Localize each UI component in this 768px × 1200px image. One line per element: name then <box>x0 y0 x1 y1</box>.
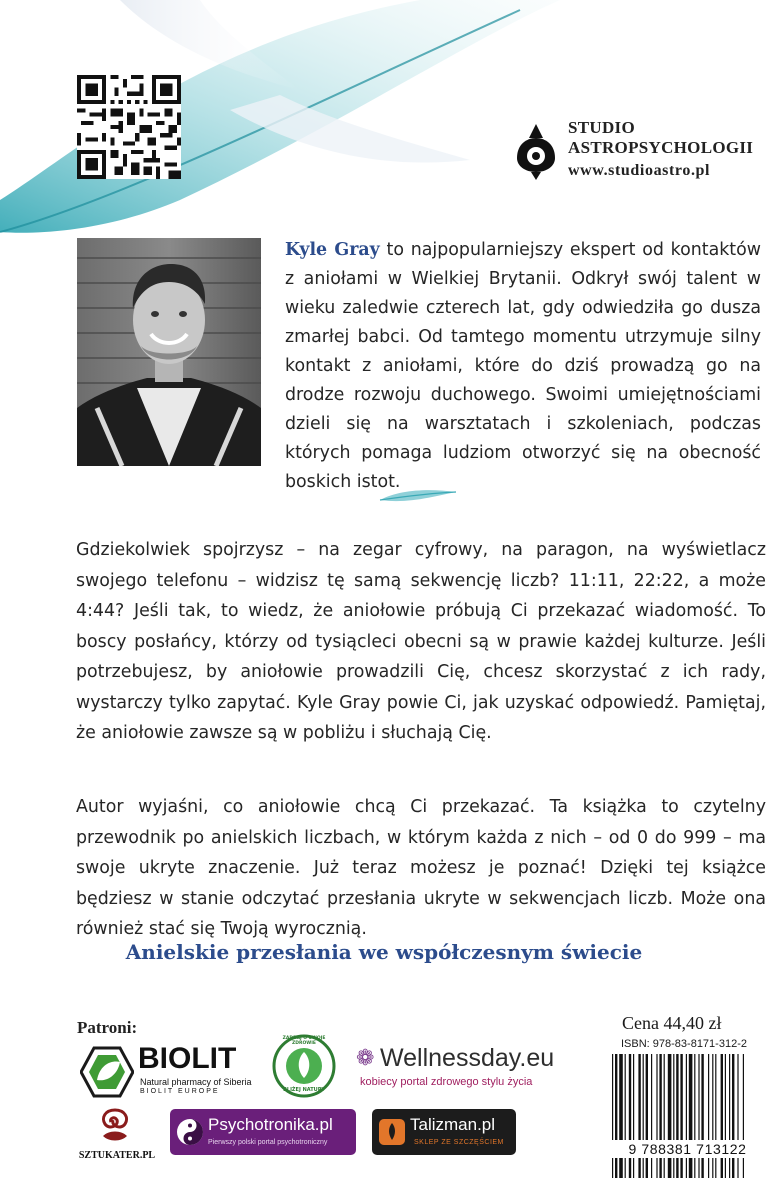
biolit-logo[interactable] <box>80 1042 260 1098</box>
biolit-name: BIOLIT <box>138 1042 237 1075</box>
barcode-bar <box>651 1054 652 1178</box>
barcode <box>610 1054 762 1178</box>
author-photo <box>77 238 261 466</box>
barcode-bar <box>698 1054 699 1178</box>
barcode-bar <box>686 1054 687 1178</box>
barcode-bar <box>715 1054 716 1178</box>
barcode-bar <box>712 1054 713 1178</box>
author-bio <box>285 236 761 497</box>
tagline: Anielskie przesłania we współczesnym świecie <box>125 940 643 964</box>
biolit-sub1: Natural pharmacy of Siberia <box>140 1077 252 1087</box>
barcode-number: 9 788381 713122 <box>610 1140 765 1158</box>
author-name: Kyle Gray <box>285 240 380 260</box>
barcode-bar <box>638 1054 640 1178</box>
price: Cena 44,40 zł <box>622 1013 722 1033</box>
barcode-bar <box>656 1054 657 1178</box>
barcode-bar <box>615 1054 617 1178</box>
description-paragraph-2: Autor wyjaśni, co aniołowie chcą Ci przekazać. Ta książka to czytelny przewodnik po anielskich liczbach, w którym każda z nich – od 0 do 999 – ma swoje ukryte znaczenie. Już teraz możesz je poznać! Dzięki tej książce będziesz w stanie odczytać przesłania ukryte w sekwencjach liczb. Może ona również stać się Twoją wyrocznią. <box>76 797 766 939</box>
barcode-bar <box>643 1054 644 1178</box>
isbn: ISBN: 978-83-8171-312-2 <box>621 1038 747 1050</box>
barcode-bar <box>729 1054 730 1178</box>
barcode-bar <box>680 1054 682 1178</box>
biolit-sub2: BIOLIT EUROPE <box>140 1088 220 1095</box>
psychotronika-sub: Pierwszy polski portal psychotroniczny <box>208 1139 328 1146</box>
barcode-bar <box>673 1054 674 1178</box>
publisher-name-line1: STUDIO <box>568 118 635 137</box>
qr-code[interactable] <box>77 75 181 179</box>
biolit-hexagon-icon <box>80 1046 134 1098</box>
wellnessday-sub: kobiecy portal zdrowego stylu życia <box>360 1076 533 1088</box>
wellnessday-name: Wellnessday.eu <box>380 1044 555 1072</box>
publisher-name <box>568 118 753 158</box>
barcode-bar <box>629 1054 631 1178</box>
feather-divider-icon <box>378 486 458 508</box>
barcode-bar <box>689 1054 693 1178</box>
talizman-icon <box>378 1118 406 1146</box>
publisher-logo-icon <box>513 122 559 182</box>
zdrowie-bottom-text: BLIŻEJ NATURY <box>283 1087 325 1093</box>
talizman-sub: SKLEP ZE SZCZĘŚCIEM <box>414 1139 504 1146</box>
barcode-bar <box>612 1054 613 1178</box>
sztukater-ornament-icon <box>97 1106 133 1144</box>
barcode-bar <box>619 1054 623 1178</box>
barcode-bar <box>701 1054 703 1178</box>
sztukater-name: SZTUKATER.PL <box>78 1150 156 1161</box>
author-bio-text: to najpopularniejszy ekspert od kontaktów z aniołami w Wielkiej Brytanii. Odkrył swój talent w wieku zaledwie czterech lat, gdy odwiedziła go dusza zmarłej babci. Od tamtego momentu utrzymuje silny kontakt z aniołami, które do dziś prowadzą go na drodze rozwoju duchowego. Swoimi umiejętnościami dzieli się na warsztatach i szkoleniach, podczas których pomaga ludziom otworzyć się na obecność boskich istot. <box>285 240 761 492</box>
barcode-bar <box>646 1054 648 1178</box>
yin-yang-icon <box>176 1118 204 1146</box>
barcode-bar <box>743 1054 744 1178</box>
sztukater-logo[interactable] <box>77 1106 157 1166</box>
barcode-bar <box>708 1054 709 1178</box>
psychotronika-name: Psychotronika.pl <box>208 1115 333 1134</box>
zdrowie-logo[interactable] <box>272 1034 336 1098</box>
zdrowie-ring-text: ZADBAJ O SWOJE ZDROWIE <box>282 1036 326 1046</box>
barcode-bar <box>737 1054 738 1178</box>
talizman-logo[interactable] <box>372 1109 516 1155</box>
barcode-bar <box>633 1054 634 1178</box>
barcode-bar <box>732 1054 734 1178</box>
barcode-bar <box>676 1054 678 1178</box>
publisher-block <box>513 118 763 198</box>
wellnessday-logo[interactable] <box>356 1046 586 1090</box>
talizman-name: Talizman.pl <box>410 1115 496 1134</box>
barcode-bar <box>725 1054 726 1178</box>
barcode-bar <box>721 1054 723 1178</box>
psychotronika-logo[interactable] <box>170 1109 356 1155</box>
description-paragraph-1: Gdziekolwiek spojrzysz – na zegar cyfrowy, na paragon, na wyświetlacz swojego telefonu – widzisz tę samą sekwencję liczb? 11:11, 22:22, a może 4:44? Jeśli tak, to wiedz, że aniołowie próbują Ci przekazać wiadomość. To boscy posłańcy, którzy od tysiącleci obecni są w prawie każdej kulturze. Jeśli potrzebujesz, by aniołowie prowadzili Cię, chcesz skorzystać z ich rady, wystarczy tylko zapytać. Kyle Gray powie Ci, jak uzyskać odpowiedź. Pamiętaj, że aniołowie zawsze są w pobliżu i słuchają Cię. <box>76 540 766 743</box>
publisher-name-line2: ASTROPSYCHOLOGII <box>568 138 754 157</box>
barcode-bar <box>668 1054 672 1178</box>
barcode-bar <box>694 1054 695 1178</box>
flower-icon: ❁ <box>356 1046 375 1071</box>
barcode-bar <box>659 1054 661 1178</box>
publisher-url[interactable]: www.studioastro.pl <box>568 162 711 179</box>
patrons-label: Patroni: <box>77 1018 138 1037</box>
barcode-bar <box>664 1054 665 1178</box>
barcode-bar <box>625 1054 626 1178</box>
